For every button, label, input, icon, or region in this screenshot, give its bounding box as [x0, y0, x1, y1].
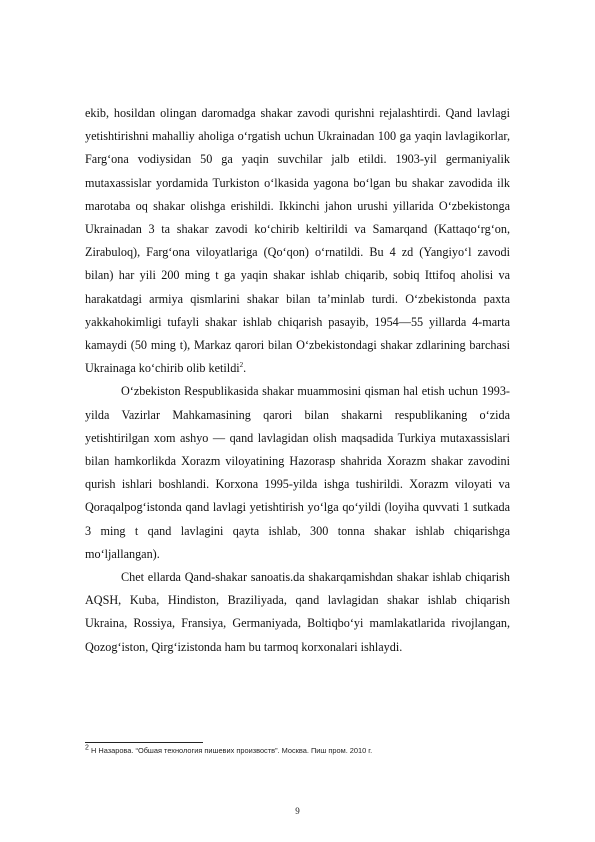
page-number: 9 — [295, 806, 300, 816]
body-text — [85, 102, 510, 659]
footnote — [85, 746, 515, 756]
footnote-mark: 2 — [85, 744, 89, 752]
paragraph-1-text: ekib, hosildan olingan daromadga shakar zavodi qurishni rejalashtirdi. Qand lavlagi yetishtirishni mahalliy aholiga oʻrgatish uchun Ukrainadan 100 ga yaqin lavlagikorlar, Fargʻona vodiysidan 50 ga yaqin suvchilar jalb etildi. 1903-yil germaniyalik mutaxassislar yordamida Turkiston oʻlkasida yagona boʻlgan bu shakar zavodida ilk marotaba oq shakar olishga erishildi. Ikkinchi jahon urushi yillarida Oʻzbekistonga Ukrainadan 3 ta shakar zavodi koʻchirib keltirildi va Samarqand (Kattaqoʻrgʻon, Zirabuloq), Fargʻona viloyatlariga (Qoʻqon) oʻrnatildi. Bu 4 zd (Yangiyoʻl zavodi bilan) har yili 200 ming t ga yaqin shakar ishlab chiqarib, sobiq Ittifoq aholisi va harakatdagi armiya qismlarini shakar bilan taʼminlab turdi. Oʻzbekistonda paxta yakkahokimligi tufayli shakar ishlab chiqarish pasayib, 1954—55 yillarda 4-marta kamaydi (50 ming t), Markaz qarori bilan Oʻzbekistondagi shakar zdlarining barchasi Ukrainaga koʻchirib olib ketildi — [85, 106, 510, 376]
footnote-separator — [85, 742, 203, 743]
footnote-reference-2[interactable]: 2 — [239, 361, 244, 370]
paragraph-1-tail: . — [243, 361, 247, 376]
paragraph-3: Chet ellarda Qand-shakar sanoatis.da shakarqamishdan shakar ishlab chiqarish AQSH, Kuba, Hindiston, Braziliyada, qand lavlagidan shakar ishlab chiqarish Ukraina, Rossiya, Fransiya, Germaniyada, Boltiqboʻyi mamlakatlarida rivojlangan, Qozogʻiston, Qirgʻizistonda ham bu tarmoq korxonalari ishlaydi. — [85, 570, 510, 654]
paragraph-2: Oʻzbekiston Respublikasida shakar muammosini qisman hal etish uchun 1993-yilda Vazirlar Mahkamasining qarori bilan shakarni respublikaning oʻzida yetishtirilgan xom ashyo — qand lavlagidan olish maqsadida Turkiya mutaxassislari bilan hamkorlikda Xorazm viloyatining Hazorasp shahrida Xorazm shakar zavodini qurish ishlari boshlandi. Korxona 1995-yilda ishga tushirildi. Xorazm viloyati va Qoraqalpogʻistonda qand lavlagi yetishtirish yoʻlga qoʻyildi (loyiha quvvati 1 sutkada 3 ming t qand lavlagini qayta ishlab, 300 tonna shakar ishlab chiqarishga moʻljallangan). — [85, 384, 510, 561]
footnote-text: Н Назарова. “Обшая технология пишевих произвоств”. Москва. Пиш пром. 2010 г. — [88, 746, 373, 755]
paragraph-1 — [85, 102, 510, 380]
